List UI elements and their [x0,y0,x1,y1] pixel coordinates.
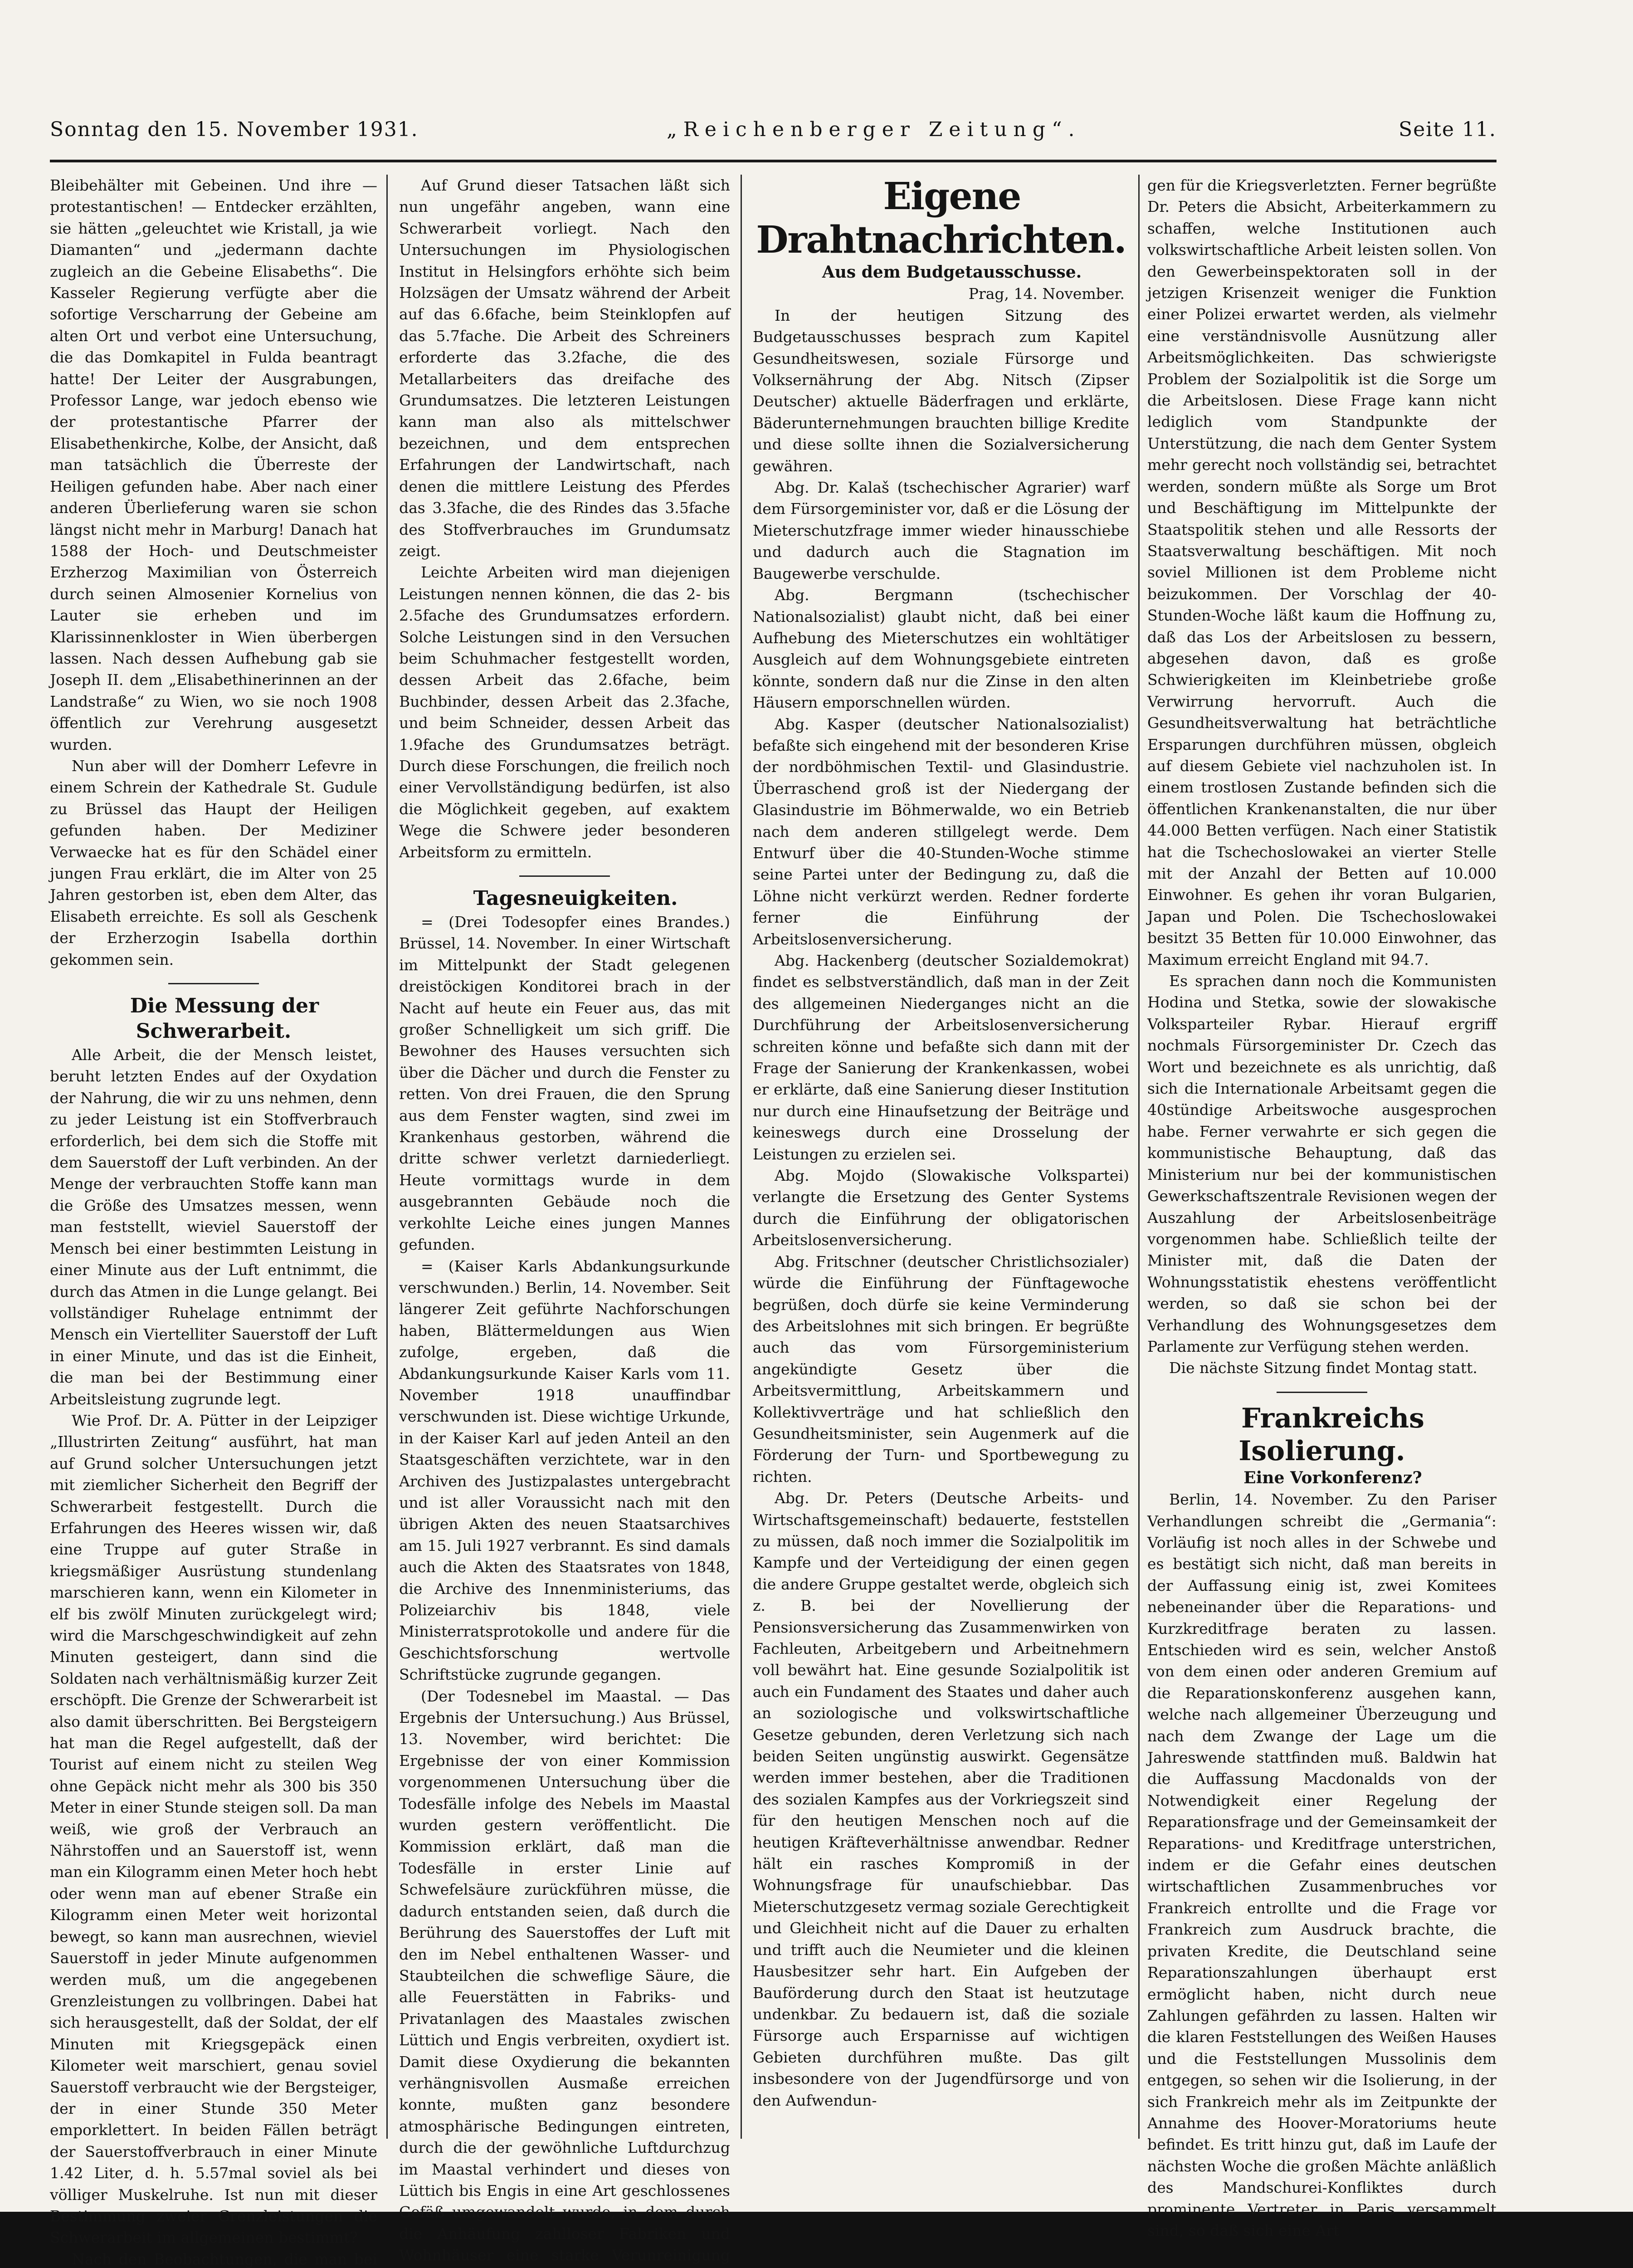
article-paragraph: Abg. Kasper (deutscher Nationalsozialist) befaßte sich eingehend mit der besonderen Krise der nordböhmischen Textil- und Glasindustrie. Überraschend groß ist der Niedergang der Glasindustrie im Böhmerwalde, wo ein Betrieb nach dem anderen stillgelegt werde. Dem Entwurf über die 40-Stunden-Woche stimme seine Partei unter der Bedingung zu, daß die Löhne nicht verkürzt werden. Redner forderte ferner die Einführung der Arbeitslosenversicherung. [753,715,1129,948]
header-newspaper-title: „Reichenberger Zeitung“. [667,118,1081,141]
article-paragraph: Bleibehälter mit Gebeinen. Und ihre — protestantischen! — Entdecker erzählten, sie hätten „geleuchtet wie Kristall, ja wie Diamanten“ und „jedermann dachte zugleich an die Gebeine Elisabeths“. Die Kasseler Regierung verfügte aber die sofortige Verscharrung der Gebeine am alten Ort und verbot eine Untersuchung, die das Domkapitel in Fulda beantragt hatte! Der Leiter der Ausgrabungen, Professor Lange, war jedoch ebenso wie der protestantische Pfarrer der Elisabethenkirche, Kolbe, der Ansicht, daß man tatsächlich die Überreste der Heiligen gefunden habe. Aber nach einer anderen Überlieferung waren sie schon längst nicht mehr in Marburg! Danach hat 1588 der Hoch- und Deutschmeister Erzherzog Maximilian von Österreich durch seinen Almosenier Kornelius von Lauter sie erheben und im Klarissinnenkloster in Wien überbergen lassen. Nach dessen Aufhebung gab sie Joseph II. dem „Elisabethinerinnen an der Landstraße“ zu Wien, wo sie noch 1908 öffentlich zur Verehrung ausgesetzt wurden. [50,176,377,753]
column-rule [1138,175,1140,2139]
column-2 [399,175,730,2264]
article-paragraph: Berlin, 14. November. Zu den Pariser Verhandlungen schreibt die „Germania“: Vorläufig ist noch alles in der Schwebe und es bestätigt sich nicht, daß man bereits in der Auffassung einig ist, zwei Komitees nebeneinander über die Reparations- und Kurzkreditfrage beraten zu lassen. Entschieden wird es sein, welcher Anstoß von dem einen oder anderen Gremium auf die Reparationskonferenz ausgehen kann, welche nach allgemeiner Überzeugung und nach dem Zwange der Lage um die Jahreswende stattfinden muß. Baldwin hat die Auffassung Macdonalds von der Notwendigkeit einer Regelung der Reparationsfrage und der Gemeinsamkeit der Reparations- und Kreditfrage unterstrichen, indem er die Gefahr eines deutschen wirtschaftlichen Zusammenbruches vor Frankreich entrollte und die Frage vor Frankreich zum Ausdruck brachte, die privaten Kredite, die Deutschland seine Reparationszahlungen überhaupt erst ermöglicht haben, nicht durch neue Zahlungen gefährden zu lassen. Halten wir die klaren Feststellungen des Weißen Hauses und die Feststellungen Mussolinis dem entgegen, so sehen wir die Isolierung, in der sich Frankreich mehr als im Zeitpunkte der Annahme des Hoover-Moratoriums heute befindet. Es tritt hinzu gut, daß im Laufe der nächsten Woche die großen Mächte anläßlich des Mandschurei-Konfliktes durch prominente Vertreter in Paris versammelt sind, so daß sich eine Art [1147,1491,1497,2239]
section-divider [168,983,259,984]
article-paragraph: Auf Grund dieser Tatsachen läßt sich nun ungefähr angeben, wann eine Schwerarbeit vorliegt. Nach den Untersuchungen im Physiologischen Institut in Helsingfors erhöhte sich beim Holzsägen der Umsatz während der Arbeit auf das 6.6fache, beim Steinklopfen auf das 5.7fache. Die Arbeit des Schreiners erforderte das 3.2fache, die des Metallarbeiters das dreifache des Grundumsatzes. Die letzteren Leistungen kann man also als mittelschwer bezeichnen, und dem entsprechen Erfahrungen der Landwirtschaft, nach denen die mittlere Leistung des Pferdes das 3.3fache, die des Rindes das 3.5fache des Stoffverbrauches im Grundumsatz zeigt. [399,176,730,560]
column-rule [741,175,742,2139]
article-heading-frankreich: Frankreichs Isolierung. [1238,1402,1424,1467]
subheading-budgetausschuss: Aus dem Budgetausschusse. [822,263,1082,282]
header-date: Sonntag den 15. November 1931. [50,118,419,141]
header-page-number: Seite 11. [1399,118,1497,141]
subheading-vorkonferenz: Eine Vorkonferenz? [1243,1468,1422,1487]
article-paragraph: Leichte Arbeiten wird man diejenigen Leistungen nennen können, die das 2- bis 2.5fache des Grundumsatzes erfordern. Solche Leistungen sind in den Versuchen beim Schuhmacher festgestellt worden, dessen Arbeit das 2.6fache, beim Buchbinder, dessen Arbeit das 2.3fache, und beim Schneider, dessen Arbeit das 1.9fache des Grundumsatzes beträgt. Durch diese Forschungen, die freilich noch einer Vervollständigung bedürfen, ist also die Möglichkeit gegeben, auf exaktem Wege die Schwere jeder besonderen Arbeitsform zu ermitteln. [399,563,730,861]
news-item: = (Drei Todesopfer eines Brandes.) Brüssel, 14. November. In einer Wirtschaft im Mittelpunkt der Stadt gelegenen dreistöckigen Konditorei brach in der Nacht auf heute ein Feuer aus, das mit großer Schnelligkeit um sich griff. Die Bewohner des Hauses versuchten sich über die Dächer und durch die Fenster zu retten. Von drei Frauen, die den Sprung aus dem Fenster wagten, sind zwei im Krankenhaus gestorben, während die dritte schwer verletzt darniederliegt. Heute vormittags wurde in dem ausgebrannten Gebäude noch die verkohlte Leiche eines jungen Mannes gefunden. [399,913,730,1254]
article-paragraph: Wie Prof. Dr. A. Pütter in der Leipziger „Illustrirten Zeitung“ ausführt, hat man auf Grund solcher Untersuchungen jetzt mit ziemlicher Sicherheit den Begriff der Schwerarbeit festgestellt. Durch die Erfahrungen des Heeres wissen wir, daß eine Truppe auf guter Straße in kriegsmäßiger Ausrüstung stundenlang marschieren kann, wenn ein Kilometer in elf bis zwölf Minuten zurückgelegt wird; wird die Marschgeschwindigkeit auf zehn Minuten gesteigert, dann sind die Soldaten nach verhältnismäßig kurzer Zeit erschöpft. Die Grenze der Schwerarbeit ist also damit überschritten. Bei Bergsteigern hat man die Regel aufgestellt, daß der Tourist auf einem nicht zu steilen Weg ohne Gepäck nicht mehr als 300 bis 350 Meter in einer Stunde steigen soll. Da man weiß, wie groß der Verbrauch an Nährstoffen und an Sauerstoff ist, wenn man ein Kilogramm einen Meter hoch hebt oder wenn man auf ebener Straße ein Kilogramm einen Meter weit horizontal bewegt, so kann man ausrechnen, wieviel Sauerstoff in jeder Minute aufgenommen werden muß, um die angegebenen Grenzleistungen zu vollbringen. Dabei hat sich herausgestellt, daß der Soldat, der elf Minuten mit Kriegsgepäck einen Kilometer weit marschiert, genau soviel Sauerstoff verbraucht wie der Bergsteiger, der in einer Stunde 350 Meter emporklettert. In beiden Fällen beträgt der Sauerstoffverbrauch in einer Minute 1.42 Liter, d. h. 5.57mal soviel als bei völliger Muskelruhe. Ist nun mit dieser Bestimmung zweier Grenzleistungen die Schwerarbeit im allgemeinen bestimmt? [50,1411,377,2247]
article-paragraph: gen für die Kriegsverletzten. Ferner begrüßte Dr. Peters die Absicht, Arbeiterkammern zu schaffen, welche Institutionen auch volkswirtschaftliche Arbeit leisten sollen. Von den Gewerbeinspektoraten soll in der jetzigen Krisenzeit weniger die Funktion einer Polizei erwartet werden, als vielmehr eine verständnisvolle Ausnützung aller Arbeitsmöglichkeiten. Das schwierigste Problem der Sozialpolitik ist die Sorge um die Arbeitslosen. Diese Frage kann nicht lediglich vom Standpunkte der Unterstützung, die nach dem Genter System mehr gerecht noch vollständig sei, betrachtet werden, sondern müßte als Sorge um Brot und Beschäftigung im Mittelpunkte der Staatspolitik stehen und alle Ressorts der Staatsverwaltung beschäftigen. Mit noch soviel Millionen ist dem Probleme nicht beizukommen. Der Vorschlag der 40-Stunden-Woche läßt kaum die Hoffnung zu, daß das Los der Arbeitslosen zu bessern, abgesehen davon, daß es große Schwierigkeiten im Kleinbetriebe große Verwirrung hervorruft. Auch die Gesundheitsverwaltung hat beträchtliche Ersparungen durchführen müssen, obgleich auf diesem Gebiete viel nachzuholen ist. In einem trostlosen Zustande befinden sich die öffentlichen Krankenanstalten, die nur über 44.000 Betten verfügen. Nach einer Statistik hat die Tschechoslowakei an vierter Stelle mit der Anzahl der Betten auf 10.000 Einwohner. Es gehen ihr voran Bulgarien, Japan und Polen. Die Tschechoslowakei besitzt 35 Betten für 10.000 Einwohner, das Maximum erreicht England mit 94.7. [1147,176,1497,968]
article-paragraph: Abg. Dr. Kalaš (tschechischer Agrarier) warf dem Fürsorgeminister vor, daß er die Lösung der Mieterschutzfrage immer wieder hinausschiebe und dadurch auch die Stagnation im Baugewerbe verschulde. [753,479,1129,582]
section-heading-tagesneuigkeiten: Tagesneuigkeiten. [473,887,678,910]
article-paragraph: In der heutigen Sitzung des Budgetausschusses besprach zum Kapitel Gesundheitswesen, soziale Fürsorge und Volksernährung der Abg. Nitsch (Zipser Deutscher) aktuelle Bäderfragen und erklärte, Bäderunternehmungen brauchten billige Kredite und diese sollte ihnen die Sozialversicherung gewähren. [753,306,1129,475]
section-heading-drahtnachrichten: Eigene Drahtnachrichten. [756,175,1126,262]
column-4 [1147,175,1497,2239]
column-rule [386,175,388,2139]
article-paragraph: Nach den Beobachtungen, die man bei [72,2250,377,2268]
running-header [50,113,1497,154]
column-3 [753,175,1129,2170]
article-paragraph: Abg. Bergmann (tschechischer Nationalsozialist) glaubt nicht, daß bei einer Aufhebung des Mieterschutzes ein wohltätiger Ausgleich auf dem Wohnungsgebiete eintreten könnte, sondern daß nur die Zinse in den alten Häusern emporschnellen würden. [753,586,1129,712]
dateline: Prag, 14. November. [968,285,1125,303]
article-heading-schwerarbeit: Die Messung der Schwerarbeit. [130,994,319,1043]
article-paragraph: Es sprachen dann noch die Kommunisten Hodina und Stetka, sowie der slowakische Volksparteiler Rybar. Hierauf ergriff nochmals Fürsorgeminister Dr. Czech das Wort und bezeichnete es als unrichtig, daß sich die Internationale Arbeitsamt gegen die 40stündige Arbeitswoche ausgesprochen habe. Ferner verwahrte er sich gegen die kommunistische Behauptung, daß das Ministerium nur bei der kommunistischen Gewerkschaftszentrale Revisionen wegen der Auszahlung der Arbeitslosenbeiträge vorgenommen habe. Schließlich teilte der Minister mit, daß die Daten der Wohnungsstatistik ehestens veröffentlicht werden, so daß sie schon bei der Verhandlung des Wohnungsgesetzes dem Parlamente zur Verfügung stehen werden. [1147,972,1497,1355]
news-item: = (Kaiser Karls Abdankungsurkunde verschwunden.) Berlin, 14. November. Seit längerer Zeit geführte Nachforschungen haben, Blättermeldungen aus Wien zufolge, ergeben, daß die Abdankungsurkunde Kaiser Karls vom 11. November 1918 unauffindbar verschwunden ist. Diese wichtige Urkunde, in der Kaiser Karl auf jeden Anteil an den Staatsgeschäften verzichtete, war in den Archiven des Justizpalastes untergebracht und ist aller Voraussicht nach mit den übrigen Akten des neuen Staatsarchives am 15. Juli 1927 verbrannt. Es sind damals auch die Akten des Staatsrates von 1848, die Archive des Innenministeriums, das Polizeiarchiv bis 1848, viele Ministerratsprotokolle und andere für die Geschichtsforschung wertvolle Schriftstücke zugrunde gegangen. [399,1257,730,1684]
article-paragraph: Abg. Fritschner (deutscher Christlichsozialer) würde die Einführung der Fünftagewoche begrüßen, doch dürfe sie keine Verminderung des Arbeitslohnes mit sich bringen. Er begrüßte auch das vom Fürsorgeministerium angekündigte Gesetz über die Arbeitsvermittlung, Arbeitskammern und Kollektivverträge und hat schließlich den Gesundheitsminister, sein Augenmerk auf die Förderung der Turn- und Sportbewegung zu richten. [753,1252,1129,1486]
article-paragraph: Abg. Dr. Peters (Deutsche Arbeits- und Wirtschaftsgemeinschaft) bedauerte, feststellen zu müssen, daß noch immer die Sozialpolitik im Kampfe und der Verteidigung der einen gegen die andere Gruppe gestaltet werde, obgleich sich z. B. bei der Novellierung der Pensionsversicherung das Zusammenwirken von Fachleuten, Arbeitgebern und Arbeitnehmern voll bewährt hat. Eine gesunde Sozialpolitik ist auch ein Fundament des Staates und daher auch an soziologische und volkswirtschaftliche Gesetze gebunden, deren Verletzung sich nach beiden Seiten ungünstig auswirkt. Gegensätze werden immer bestehen, aber die Traditionen des sozialen Kampfes aus der Vorkriegszeit sind für den heutigen Menschen noch auf die heutigen Kräfteverhältnisse anwendbar. Redner hält ein rasches Kompromiß in der Wohnungsfrage für unaufschiebbar. Das Mieterschutzgesetz vermag soziale Gerechtigkeit und Gleichheit nicht auf die Dauer zu erhalten und trifft auch die Neumieter und die kleinen Hausbesitzer sehr hart. Ein Aufgeben der Bauförderung durch den Staat ist heutzutage undenkbar. Zu bedauern ist, daß die soziale Fürsorge auch Ersparnisse auf wichtigen Gebieten durchführen mußte. Das gilt insbesondere von der Jugendfürsorge und von den Aufwendun- [753,1489,1129,2109]
header-rule [50,160,1497,162]
section-divider [519,875,610,877]
article-paragraph: Die nächste Sitzung findet Montag statt. [1169,1359,1477,1377]
section-divider [1277,1392,1367,1393]
article-paragraph: Nun aber will der Domherr Lefevre in einem Schrein der Kathedrale St. Gudule zu Brüssel das Haupt der Heiligen gefunden haben. Der Mediziner Verwaecke hat es für den Schädel einer jungen Frau erklärt, die im Alter von 25 Jahren gestorben ist, eben dem Alter, das Elisabeth erreichte. Es soll als Geschenk der Erzherzogin Isabella dorthin gekommen sein. [50,757,377,968]
column-1 [50,175,377,2268]
article-paragraph: Alle Arbeit, die der Mensch leistet, beruht letzten Endes auf der Oxydation der Nahrung, die wir zu uns nehmen, denn zu jeder Leistung ist ein Stoffverbrauch erforderlich, bei dem sich die Stoffe mit dem Sauerstoff der Luft verbinden. An der Menge der verbrauchten Stoffe kann man die Größe des Umsatzes messen, wenn man feststellt, wieviel Sauerstoff der Mensch bei einer bestimmten Leistung in einer Minute aus der Luft entnimmt, die durch das Atmen in die Lunge gelangt. Bei vollständiger Ruhelage entnimmt der Mensch ein Viertelliter Sauerstoff der Luft in einer Minute, und das ist die Einheit, die man bei der Bestimmung einer Arbeitsleistung zugrunde legt. [50,1046,377,1408]
article-paragraph: Abg. Mojdo (Slowakische Volkspartei) verlangte die Ersetzung des Genter Systems durch die Einführung der obligatorischen Arbeitslosenversicherung. [753,1167,1129,1249]
news-item: (Der Todesnebel im Maastal. — Das Ergebnis der Untersuchung.) Aus Brüssel, 13. November, wird berichtet: Die Ergebnisse der von einer Kommission vorgenommenen Untersuchung über die Todesfälle infolge des Nebels im Maastal wurden gestern veröffentlicht. Die Kommission erklärt, daß man die Todesfälle in erster Linie auf Schwefelsäure zurückführen müsse, die dadurch entstanden seien, daß durch die Berührung des Sauerstoffes der Luft mit den im Nebel enthaltenen Wasser- und Staubteilchen die schweflige Säure, die alle Feuerstätten in Fabriks- und Privatanlagen des Maastales zwischen Lüttich und Engis verbreiten, oxydiert ist. Damit diese Oxydierung die bekannten verhängnisvollen Ausmaße erreichen konnte, mußten ganz besondere atmosphärische Bedingungen eintreten, durch die der gewöhnliche Luftdurchzug im Maastal verhindert und dieses von Lüttich bis Engis in eine Art geschlossenes Gefäß umgewandelt wurde, in dem durch die Anhäufung zahlloser Fabriken und Wohnhäuser eine starke Verunreinigung [399,1687,730,2264]
article-paragraph: Abg. Hackenberg (deutscher Sozialdemokrat) findet es selbstverständlich, daß man in der Zeit des allgemeinen Niederganges nicht an die Durchführung der Arbeitslosenversicherung schreiten könne und befaßte sich dann mit der Frage der Sanierung der Krankenkassen, wobei er erklärte, daß eine Sanierung dieser Institution nur durch eine Hinaufsetzung der Beiträge und keineswegs durch eine Drosselung der Leistungen zu erzielen sei. [753,952,1129,1163]
